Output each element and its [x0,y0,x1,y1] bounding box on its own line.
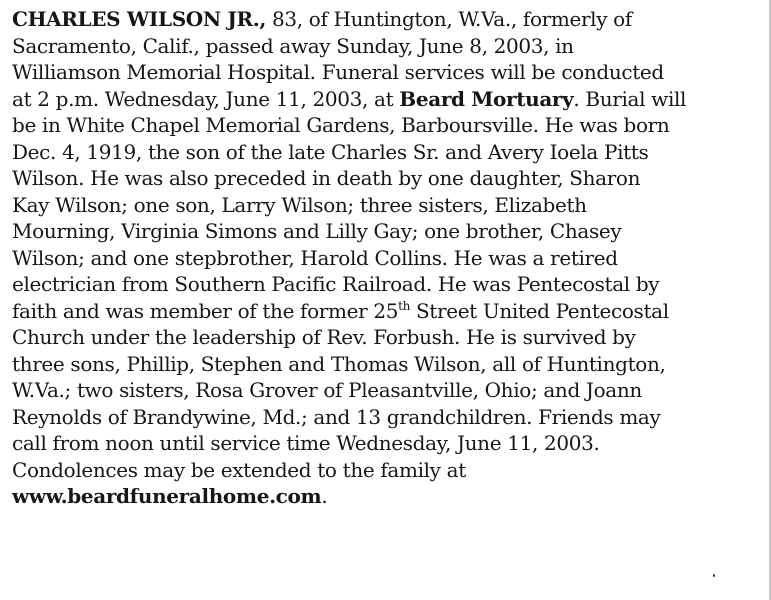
line-1-text: 83, of Huntington, W.Va., formerly of [266,7,632,31]
obituary-line-6: Dec. 4, 1919, the son of the late Charles Sr. and Avery Ioela Pitts [12,139,649,164]
website-period: . [321,484,328,508]
obituary-line-9: Mourning, Virginia Simons and Lilly Gay; one brother, Chasey [12,219,622,243]
obituary-line-14: three sons, Phillip, Stephen and Thomas Wilson, all of Huntington, [12,351,666,376]
obituary-line-2: Sacramento, Calif., passed away Sunday, June 8, 2003, in [12,33,574,58]
mortuary-name: Beard Mortuary [399,86,574,111]
obituary-line-18: Condolences may be extended to the family at [12,457,466,482]
obituary-line-1 [12,6,764,33]
obituary-line-16: Reynolds of Brandywine, Md.; and 13 grandchildren. Friends may [12,404,661,429]
obituary-line-15: W.Va.; two sisters, Rosa Grover of Pleasantville, Ohio; and Joann [12,378,642,402]
obituary-line-5: be in White Chapel Memorial Gardens, Barboursville. He was born [12,113,670,137]
line-4-text-start: at 2 p.m. Wednesday, June 11, 2003, at [12,86,400,111]
obituary-line-12 [12,298,764,325]
line-12-text-start: faith and was member of the former 25 [12,298,399,323]
funeral-home-website: www.beardfuneralhome.com [12,484,322,508]
obituary-line-7: Wilson. He was also preceded in death by one daughter, Sharon [12,166,641,190]
obituary-line-17: call from noon until service time Wednesday, June 11, 2003. [12,431,600,455]
line-4-text-end: . Burial will [573,86,687,111]
deceased-name: CHARLES WILSON JR., [12,7,267,31]
obituary-text [12,6,764,510]
obituary-line-19 [12,483,764,510]
obituary-line-8: Kay Wilson; one son, Larry Wilson; three sisters, Elizabeth [12,192,587,217]
line-12-text-end: Street United Pentecostal [409,298,669,323]
obituary-line-4 [12,86,764,113]
obituary-line-13: Church under the leadership of Rev. Forbush. He is survived by [12,325,636,349]
obituary-line-3: Williamson Memorial Hospital. Funeral services will be conducted [12,60,664,84]
obituary-line-11: electrician from Southern Pacific Railroad. He was Pentecostal by [12,272,660,296]
ordinal-suffix: th [398,298,410,313]
scan-speck [713,574,715,577]
obituary-line-10: Wilson; and one stepbrother, Harold Collins. He was a retired [12,245,618,270]
